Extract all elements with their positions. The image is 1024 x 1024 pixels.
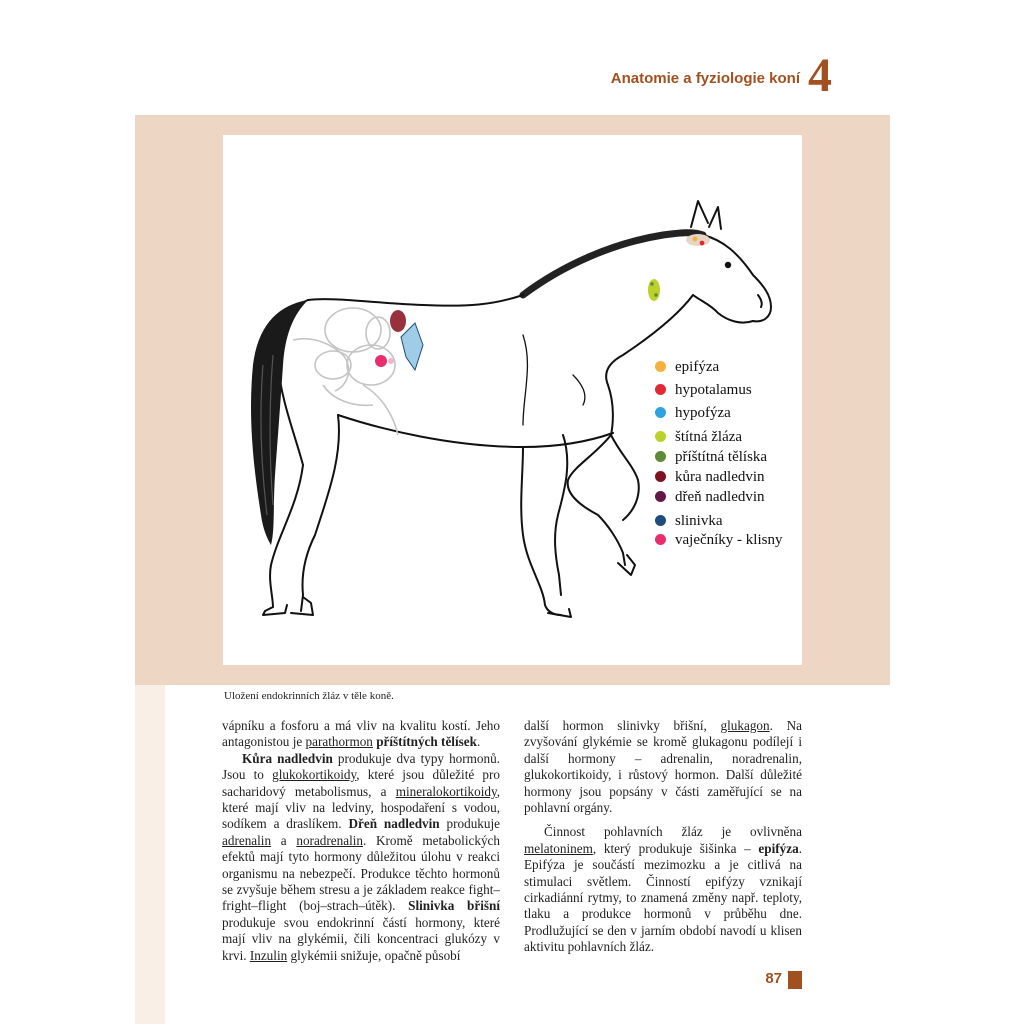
legend-label: štítná žláza [675, 429, 743, 445]
legend-item-stitna-zlaza [655, 429, 742, 446]
chapter-number: 4 [808, 49, 832, 102]
legend-dot [655, 534, 666, 545]
text-column-right [524, 718, 802, 956]
legend-label: vaječníky - klisny [675, 532, 783, 548]
chapter-title: Anatomie a fyziologie koní [610, 70, 800, 87]
legend-item-slinivka [655, 513, 723, 530]
text-run: vápníku a fosforu a má vliv na kvalitu kostí. Jeho antagonistou je [222, 718, 500, 750]
underlined-term: Inzulin [249, 947, 288, 963]
legend-dot [655, 491, 666, 502]
text-run: produkuje svou endokrinní částí hormony, které mají vliv na glykémii, čili koncentraci glukózy v krvi. [222, 914, 500, 963]
underlined-term: noradrenalin [296, 832, 363, 848]
bold-term: Slinivka břišní [408, 898, 500, 914]
underlined-term: mineralokortikoidy [395, 783, 497, 799]
legend-dot [655, 515, 666, 526]
text-run: další hormon slinivky břišní, [524, 718, 721, 733]
bold-term: Dřeň nadledvin [348, 816, 440, 832]
figure-caption: Uložení endokrinních žláz v těle koně. [224, 690, 394, 702]
legend-dot [655, 361, 666, 372]
legend-item-vajecniky [655, 532, 782, 549]
left-margin-strip [135, 685, 165, 1024]
text-run: glykémii snižuje, opačně působí [287, 947, 461, 963]
text-run: . [476, 734, 481, 750]
underlined-term: adrenalin [222, 832, 272, 848]
legend-item-kura-nadledvin [655, 469, 765, 486]
legend-label: dřeň nadledvin [675, 489, 765, 505]
legend-label: epifýza [675, 359, 720, 375]
paragraph [524, 718, 802, 816]
legend-item-pristitna-teliska [655, 449, 767, 466]
legend-dot [655, 471, 666, 482]
page-number: 87 [765, 970, 782, 987]
legend-item-hypofyza [655, 405, 731, 422]
page-number-marker [788, 971, 802, 989]
text-run: a [271, 832, 297, 848]
text-run: . Epifýza je součástí mezimozku a je citlivá na stimulaci světlem. Činností epifýzy vznikají cirkadiánní rytmy, to znamená změny např. teploty, tlaku a produkce hormonů v průběhu dne. Prodlužující se den v jarním období navodí u klisen aktivitu pohlavních žláz. [524, 840, 802, 955]
paragraph [524, 824, 802, 955]
legend-item-dren-nadledvin [655, 489, 765, 506]
text-run: . Kromě metabolických efektů mají tyto hormony důležitou úlohu v reakci organismu na nebezpečí. Produkce těchto hormonů se zvyšuje během stresu a je základem reakce fight–fright–flight (boj–strach–útěk). [222, 832, 500, 914]
horse-illustration [223, 135, 802, 665]
legend-dot [655, 407, 666, 418]
text-column-left [222, 718, 500, 964]
paragraph [222, 751, 500, 964]
text-run: . Na zvyšování glykémie se kromě glukagonu podílejí i další hormony – adrenalin, noradrenalin, glukokortikoidy, i růstový hormon. Další důležité hormony jsou popsány v části zaměřující se na pohlavní orgány. [524, 718, 802, 816]
bold-term: epifýza [758, 840, 799, 856]
text-run: produkuje [439, 816, 500, 832]
legend-label: hypotalamus [675, 382, 752, 398]
underlined-term: glukokortikoidy [272, 767, 357, 783]
text-run: , který produkuje šišinka – [592, 840, 759, 856]
underlined-term: glukagon [720, 718, 770, 733]
text-run: Činnost pohlavních žláz je ovlivněna [544, 824, 802, 840]
paragraph [222, 718, 500, 751]
legend-dot [655, 384, 666, 395]
legend-item-epifyza [655, 359, 719, 376]
legend-dot [655, 451, 666, 462]
legend-label: příštítná tělíska [675, 449, 768, 465]
legend-label: slinivka [675, 513, 723, 529]
legend-item-hypotalamus [655, 382, 752, 399]
text-run: , které jsou důležité pro sacharidový metabolismus, a [222, 767, 500, 799]
text-run: produkuje dva typy hormonů. Jsou to [222, 750, 501, 783]
bold-term: Kůra nadledvin [242, 750, 333, 766]
legend-dot [655, 431, 666, 442]
bold-term: příštítných tělísek [376, 734, 477, 750]
legend-label: kůra nadledvin [675, 469, 765, 485]
underlined-term: parathormon [305, 734, 373, 750]
legend-label: hypofýza [675, 405, 731, 421]
text-run: , které mají vliv na ledviny, hospodaření s vodou, sodíkem a draslíkem. [222, 783, 500, 832]
underlined-term: melatoninem [524, 840, 593, 856]
figure-panel [223, 135, 802, 665]
